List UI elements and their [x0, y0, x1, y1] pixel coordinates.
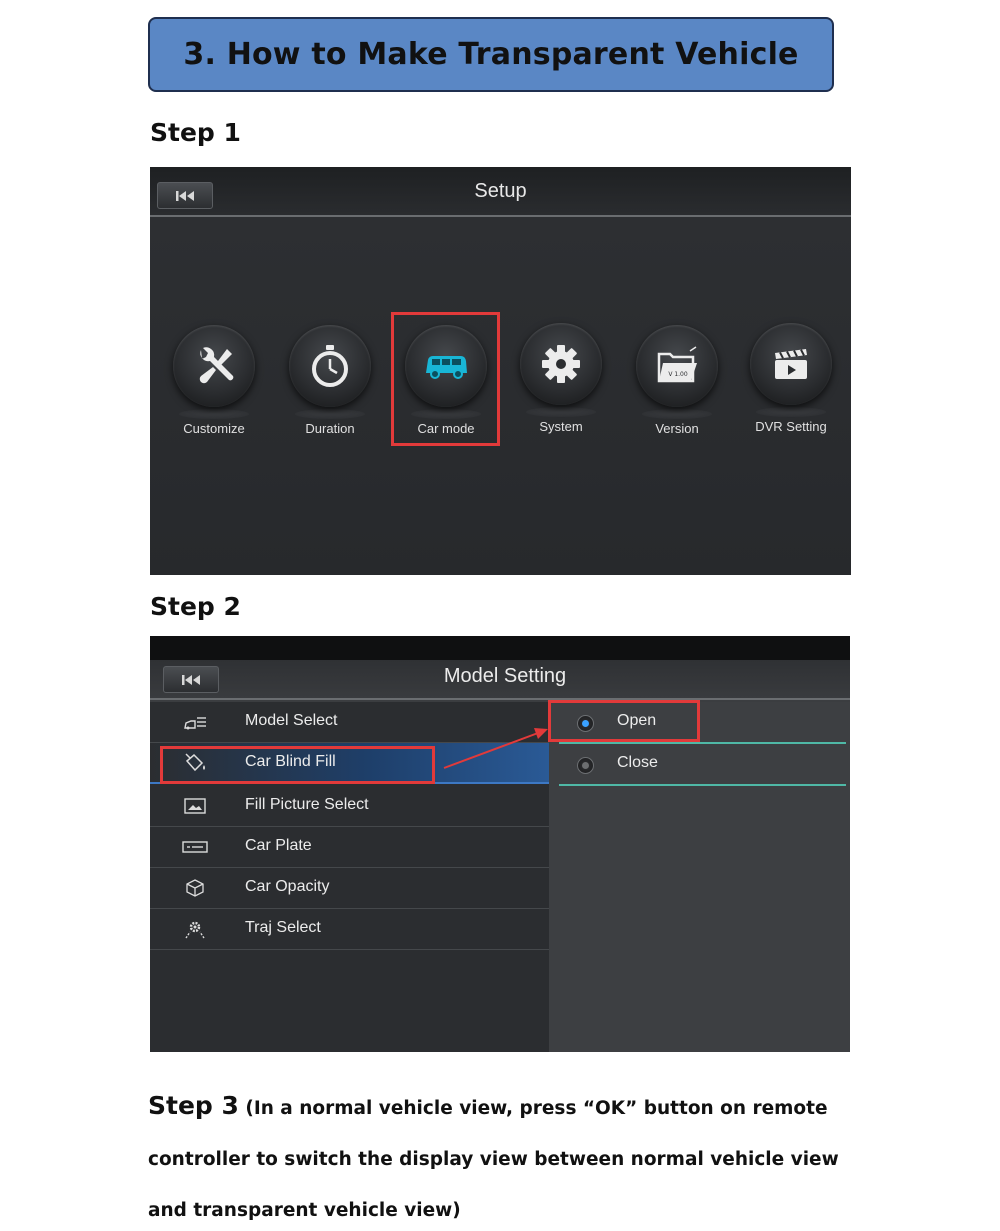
menu-item-version[interactable] [622, 325, 732, 436]
setup-title: Setup [474, 180, 527, 202]
menu-label: Customize [183, 421, 245, 436]
reflection [179, 409, 249, 419]
menu-label: Duration [305, 421, 355, 436]
setup-screen [150, 167, 851, 575]
setup-header [150, 167, 851, 217]
car-blind-fill-highlight-box [160, 746, 435, 784]
step2-label: Step 2 [150, 592, 241, 621]
step3-instructions [148, 1080, 868, 1231]
model-setting-header [150, 660, 850, 700]
model-setting-title: Model Setting [443, 665, 567, 687]
picture-icon [182, 796, 208, 816]
cube-icon [182, 878, 208, 898]
reflection [642, 409, 712, 419]
title-banner [148, 17, 834, 92]
page-title: 3. How to Make Transparent Vehicle [183, 37, 799, 72]
menu-label: Version [655, 421, 699, 436]
menu-label: Car mode [417, 421, 475, 436]
status-bar [150, 636, 850, 660]
list-item-label: Traj Select [245, 919, 321, 936]
open-highlight-box [548, 700, 700, 742]
menu-label: DVR Setting [755, 419, 827, 434]
options-panel [549, 702, 850, 1052]
menu-item-customize[interactable] [159, 325, 269, 436]
menu-label: System [539, 419, 583, 434]
list-item-car-plate[interactable] [150, 827, 549, 868]
tools-icon [173, 325, 255, 407]
list-item-label: Car Plate [245, 837, 312, 854]
reflection [526, 407, 596, 417]
list-item-label: Car Opacity [245, 878, 330, 895]
menu-item-dvr-setting[interactable] [736, 323, 846, 434]
list-item-car-opacity[interactable] [150, 868, 549, 909]
list-item-model-select[interactable] [150, 702, 549, 743]
gear-icon [520, 323, 602, 405]
plate-icon [182, 837, 208, 857]
car-lines-icon [182, 712, 208, 732]
option-close[interactable] [559, 744, 846, 786]
option-label: Close [617, 754, 658, 771]
list-item-label: Model Select [245, 712, 338, 729]
trajectory-gear-icon [182, 919, 208, 939]
folder-version-icon [636, 325, 718, 407]
model-setting-screen [150, 636, 850, 1052]
list-item-label: Car Blind Fill [245, 753, 336, 770]
list-item-label: Fill Picture Select [245, 796, 369, 813]
option-label: Open [617, 712, 657, 729]
menu-item-system[interactable] [506, 323, 616, 434]
list-item-fill-picture-select[interactable] [150, 786, 549, 827]
step3-text: (In a normal vehicle view, press “OK” button on remote controller to switch the display view between normal vehicle view and transparent vehicle view) [148, 1098, 839, 1221]
clapperboard-icon [750, 323, 832, 405]
stopwatch-icon [289, 325, 371, 407]
step1-label: Step 1 [150, 118, 241, 147]
reflection [756, 407, 826, 417]
step3-label: Step 3 [148, 1091, 239, 1120]
version-badge: V 1.00 [668, 371, 688, 378]
menu-item-duration[interactable] [275, 325, 385, 436]
car-mode-highlight-box [391, 312, 500, 446]
reflection [295, 409, 365, 419]
radio-unchecked-icon[interactable] [577, 757, 594, 774]
list-item-traj-select[interactable] [150, 909, 549, 950]
